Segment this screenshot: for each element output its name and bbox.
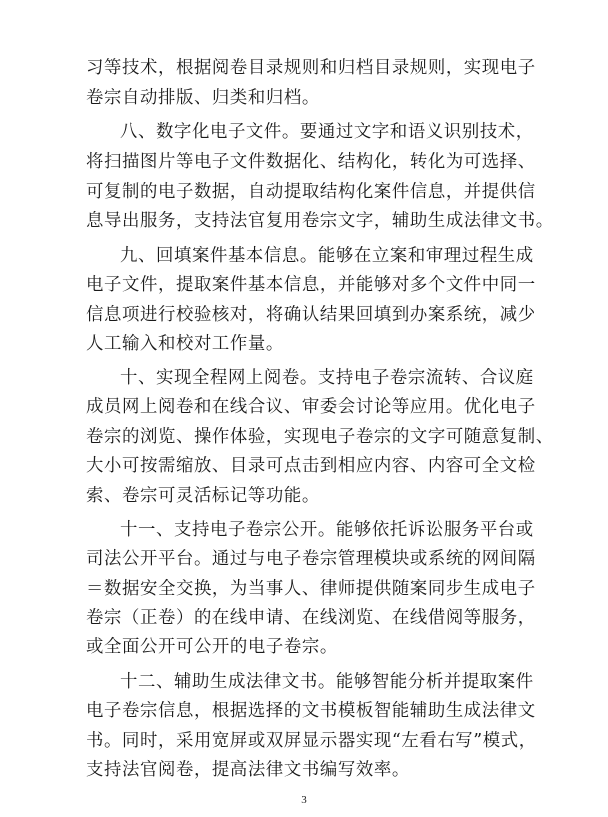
body-text-line: 或全面公开可公开的电子卷宗。 <box>86 637 338 657</box>
body-text-line: 电子文件，提取案件基本信息，并能够对多个文件中同一 <box>86 275 536 295</box>
body-text-line: 卷宗的浏览、操作体验，实现电子卷宗的文字可随意复制、 <box>86 427 554 447</box>
body-text-line: 信息项进行校验核对，将确认结果回填到办案系统，减少 <box>86 305 536 325</box>
paragraph-heading-line: 十一、支持电子卷宗公开。能够依托诉讼服务平台或 <box>120 520 534 540</box>
body-text-line: 书。同时，采用宽屏或双屏显示器实现“左看右写”模式， <box>86 731 537 751</box>
paragraph-heading-line: 十二、辅助生成法律文书。能够智能分析并提取案件 <box>120 672 534 692</box>
paragraph-heading-line: 十、实现全程网上阅卷。支持电子卷宗流转、合议庭 <box>120 368 534 388</box>
page-number: 3 <box>301 794 307 806</box>
body-text-line: 卷宗自动排版、归类和归档。 <box>86 88 320 108</box>
body-text-line: 司法公开平台。通过与电子卷宗管理模块或系统的网间隔 <box>86 549 536 569</box>
body-text-line: 将扫描图片等电子文件数据化、结构化，转化为可选择、 <box>86 152 536 172</box>
body-text-line: 人工输入和校对工作量。 <box>86 334 284 354</box>
body-text-line: ＝数据安全交换，为当事人、律师提供随案同步生成电子 <box>86 579 536 599</box>
paragraph-heading-line: 八、数字化电子文件。要通过文字和语义识别技术， <box>120 122 534 142</box>
body-text-line: 卷宗（正卷）的在线申请、在线浏览、在线借阅等服务， <box>86 608 536 628</box>
body-text-line: 习等技术，根据阅卷目录规则和归档目录规则，实现电子 <box>86 58 536 78</box>
body-text-line: 息导出服务，支持法官复用卷宗文字，辅助生成法律文书。 <box>86 211 554 231</box>
body-text-line: 支持法官阅卷，提高法律文书编写效率。 <box>86 760 410 780</box>
body-text-line: 可复制的电子数据，自动提取结构化案件信息，并提供信 <box>86 182 536 202</box>
body-text-line: 大小可按需缩放、目录可点击到相应内容、内容可全文检 <box>86 456 536 476</box>
body-text-line: 电子卷宗信息，根据选择的文书模板智能辅助生成法律文 <box>86 701 536 721</box>
paragraph-heading-line: 九、回填案件基本信息。能够在立案和审理过程生成 <box>120 246 534 266</box>
body-text-line: 索、卷宗可灵活标记等功能。 <box>86 486 320 506</box>
body-text-line: 成员网上阅卷和在线合议、审委会讨论等应用。优化电子 <box>86 397 536 417</box>
